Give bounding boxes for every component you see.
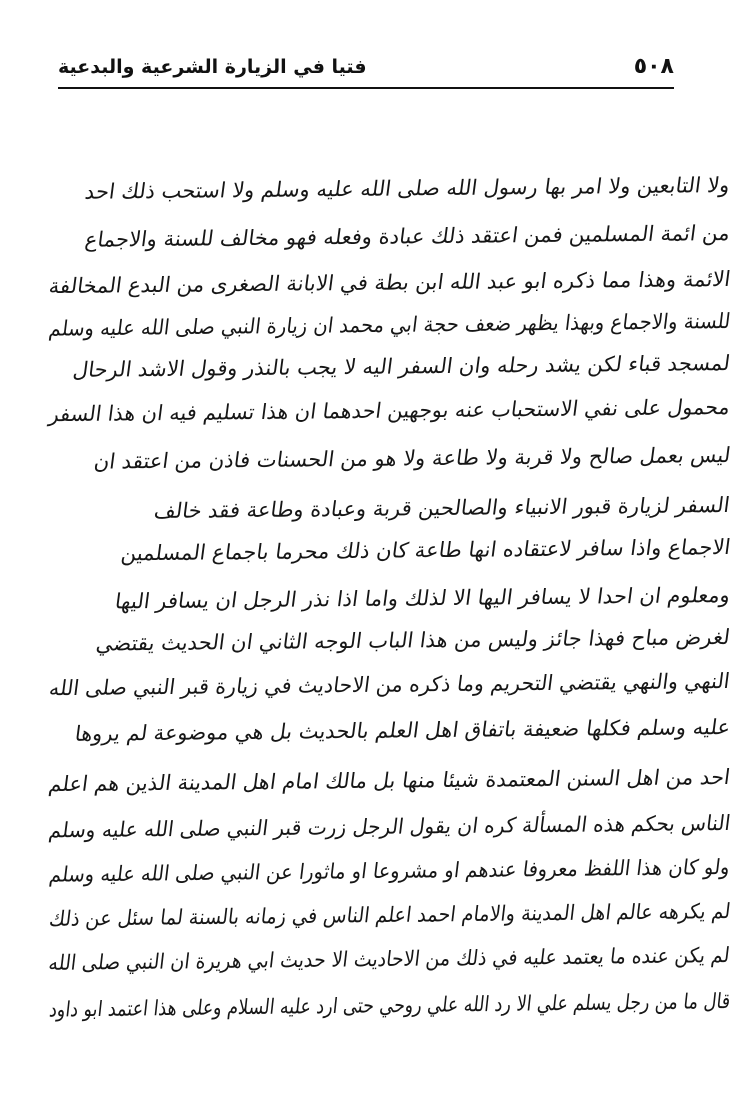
manuscript-line: لم يكرهه عالم اهل المدينة والامام احمد اعلم الناس في زمانه بالسنة لما سئل عن ذلك <box>47 899 732 931</box>
book-title: فتيا في الزيارة الشرعية والبدعية <box>58 56 367 78</box>
manuscript-line: للسنة والاجماع وبهذا يظهر ضعف حجة ابي محمد ان زيارة النبي صلى الله عليه وسلم <box>47 309 732 341</box>
manuscript-line: النهي والنهي يقتضي التحريم وما ذكره من الاحاديث في زيارة قبر النبي صلى الله <box>48 669 732 701</box>
manuscript-line: الاجماع واذا سافر لاعتقاده انها طاعة كان ذلك محرما باجماع المسلمين <box>119 535 732 566</box>
running-header <box>58 52 674 88</box>
manuscript-line: لم يكن عنده ما يعتمد عليه في ذلك من الاحاديث الا حديث ابي هريرة ان النبي صلى الله <box>47 943 732 975</box>
manuscript-line: ليس بعمل صالح ولا قربة ولا طاعة ولا هو من الحسنات فاذن من اعتقد ان <box>92 443 732 474</box>
manuscript-line: ومعلوم ان احدا لا يسافر اليها الا لذلك واما اذا نذر الرجل ان يسافر اليها <box>113 583 732 614</box>
manuscript-line: لغرض مباح فهذا جائز وليس من هذا الباب الوجه الثاني ان الحديث يقتضي <box>94 625 732 656</box>
manuscript-line: محمول على نفي الاستحباب عنه بوجهين احدهما ان هذا تسليم فيه ان هذا السفر <box>47 395 732 427</box>
header-divider <box>58 87 674 89</box>
manuscript-line: من ائمة المسلمين فمن اعتقد ذلك عبادة وفعله فهو مخالف للسنة والاجماع <box>83 221 732 252</box>
manuscript-line: الناس بحكم هذه المسألة كره ان يقول الرجل زرت قبر النبي صلى الله عليه وسلم <box>47 811 732 843</box>
manuscript-line: ولا التابعين ولا امر بها رسول الله صلى الله عليه وسلم ولا استحب ذلك احد <box>83 173 732 204</box>
manuscript-line: قال ما من رجل يسلم علي الا رد الله علي روحي حتى ارد عليه السلام وعلى هذا اعتمد ابو داود <box>47 989 732 1022</box>
manuscript-line: لمسجد قباء لكن يشد رحله وان السفر اليه لا يجب بالنذر وقول الاشد الرحال <box>71 351 732 382</box>
page-number: ٥٠٨ <box>633 54 674 79</box>
manuscript-line: احد من اهل السنن المعتمدة شيئا منها بل مالك امام اهل المدينة الذين هم اعلم <box>47 765 732 797</box>
manuscript-line: عليه وسلم فكلها ضعيفة باتفاق اهل العلم بالحديث بل هي موضوعة لم يروها <box>73 715 732 746</box>
handwritten-manuscript <box>40 140 730 1080</box>
manuscript-line: ولو كان هذا اللفظ معروفا عندهم او مشروعا او ماثورا عن النبي صلى الله عليه وسلم <box>48 855 732 887</box>
manuscript-line: السفر لزيارة قبور الانبياء والصالحين قربة وعبادة وطاعة فقد خالف <box>153 493 732 524</box>
manuscript-line: الائمة وهذا مما ذكره ابو عبد الله ابن بطة في الابانة الصغرى من البدع المخالفة <box>47 267 732 299</box>
